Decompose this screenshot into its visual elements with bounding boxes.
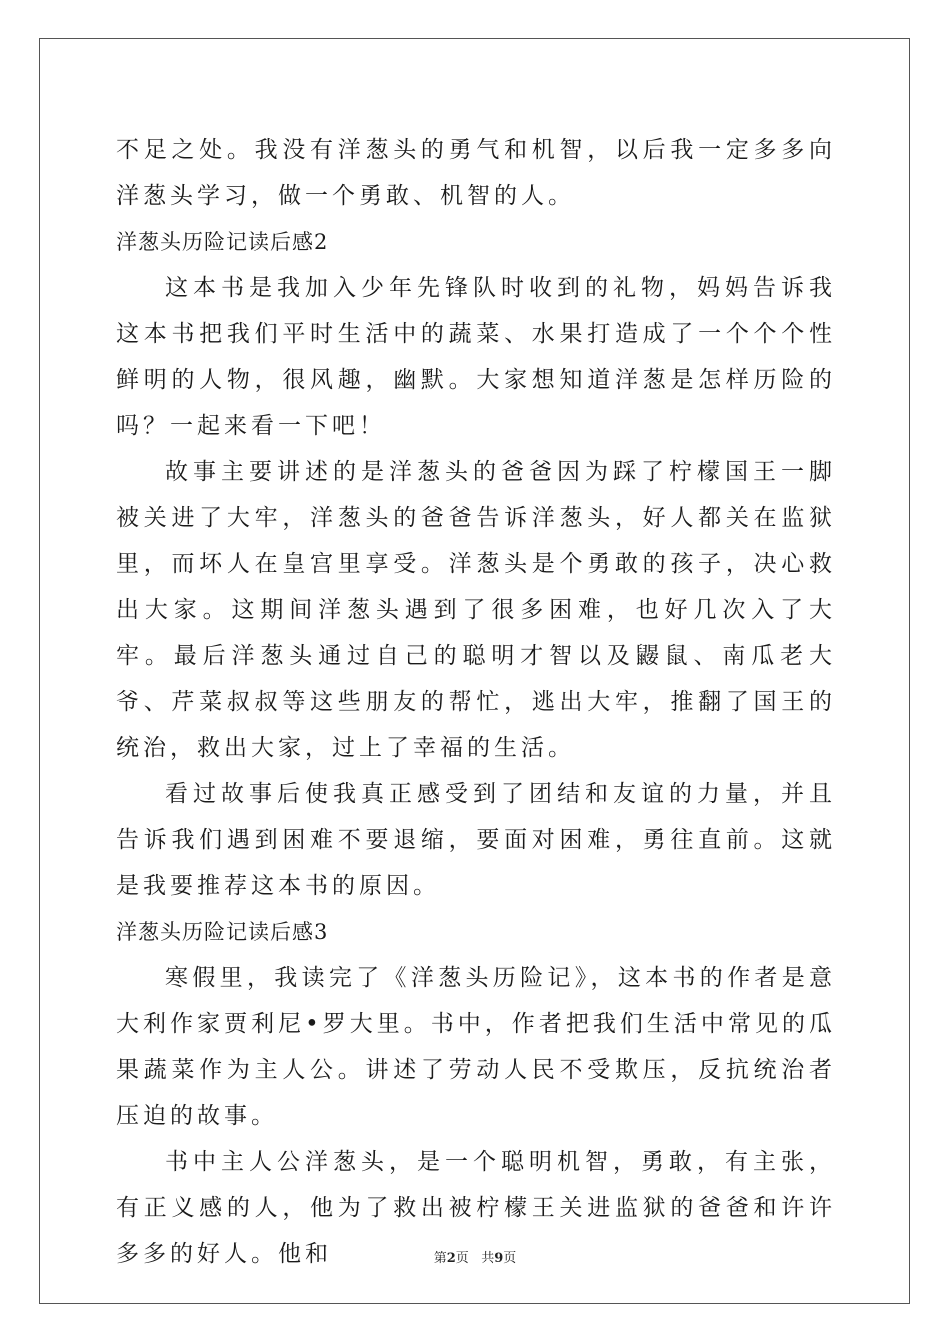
footer-total-suffix: 页 <box>503 1251 517 1266</box>
paragraph: 不足之处。我没有洋葱头的勇气和机智，以后我一定多多向洋葱头学习，做一个勇敢、机智的人。 <box>116 137 836 209</box>
total-pages-number: 9 <box>494 1251 504 1266</box>
document-body <box>116 127 836 1277</box>
paragraph: 故事主要讲述的是洋葱头的爸爸因为踩了柠檬国王一脚被关进了大牢，洋葱头的爸爸告诉洋葱头，好人都关在监狱里，而坏人在皇宫里享受。洋葱头是个勇敢的孩子，决心救出大家。这期间洋葱头遇到了很多困难，也好几次入了大牢。最后洋葱头通过自己的聪明才智以及鼹鼠、南瓜老大爷、芹菜叔叔等这些朋友的帮忙，逃出大牢，推翻了国王的统治，救出大家，过上了幸福的生活。 <box>116 459 836 761</box>
paragraph: 看过故事后使我真正感受到了团结和友谊的力量，并且告诉我们遇到困难不要退缩，要面对困难，勇往直前。这就是我要推荐这本书的原因。 <box>116 781 836 899</box>
section-heading: 洋葱头历险记读后感3 <box>116 920 329 944</box>
page-footer <box>0 1247 950 1266</box>
current-page-number: 2 <box>446 1251 456 1266</box>
section-heading: 洋葱头历险记读后感2 <box>116 230 329 254</box>
paragraph: 寒假里，我读完了《洋葱头历险记》，这本书的作者是意大利作家贾利尼•罗大里。书中，作者把我们生活中常见的瓜果蔬菜作为主人公。讲述了劳动人民不受欺压，反抗统治者压迫的故事。 <box>116 965 836 1129</box>
paragraph: 这本书是我加入少年先锋队时收到的礼物，妈妈告诉我这本书把我们平时生活中的蔬菜、水果打造成了一个个个性鲜明的人物，很风趣，幽默。大家想知道洋葱是怎样历险的吗？一起来看一下吧！ <box>116 275 836 439</box>
paragraph: 书中主人公洋葱头，是一个聪明机智，勇敢，有主张，有正义感的人，他为了救出被柠檬王关进监狱的爸爸和许许多多的好人。他和 <box>116 1149 836 1267</box>
footer-page-suffix: 页 <box>455 1251 469 1266</box>
footer-total-prefix: 共 <box>481 1251 495 1266</box>
footer-prefix: 第 <box>433 1251 447 1266</box>
